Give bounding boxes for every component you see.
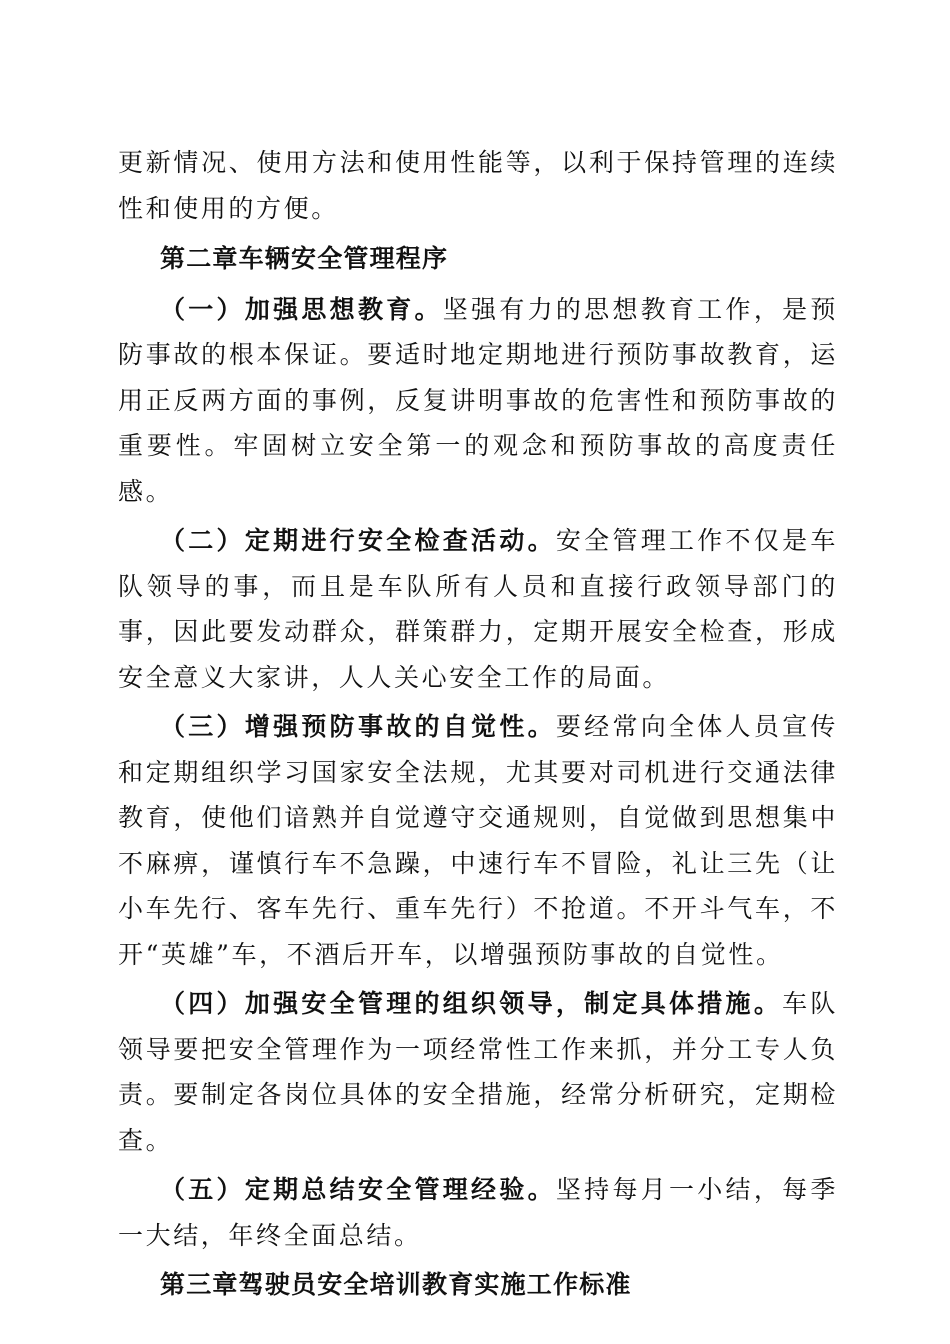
section-body-4: 车队领导要把安全管理作为一项经常性工作来抓，并分工专人负责。要制定各岗位具体的安全措施，经常分析研究，定期检查。 xyxy=(118,989,839,1155)
chapter-two-heading: 第二章车辆安全管理程序 xyxy=(160,244,449,273)
section-paragraph-4 xyxy=(118,981,838,1163)
section-lead-1: （一）加强思想教育。 xyxy=(160,294,443,324)
section-body-1: 坚强有力的思想教育工作，是预防事故的根本保证。要适时地定期地进行预防事故教育，运用正反两方面的事例，反复讲明事故的危害性和预防事故的重要性。牢固树立安全第一的观念和预防事故的高度责任感。 xyxy=(118,294,838,506)
section-body-2: 安全管理工作不仅是车队领导的事，而且是车队所有人员和直接行政领导部门的事，因此要发动群众，群策群力，定期开展安全检查，形成安全意义大家讲，人人关心安全工作的局面。 xyxy=(118,526,838,692)
section-lead-5: （五）定期总结安全管理经验。 xyxy=(160,1175,556,1204)
section-body-3: 要经常向全体人员宣传和定期组织学习国家安全法规，尤其要对司机进行交通法律教育，使他们谙熟并自觉遵守交通规则，自觉做到思想集中不麻痹，谨慎行车不急躁，中速行车不冒险，礼让三先（让小车先行、客车先行、重车先行）不抢道。不开斗气车，不开“英雄”车，不酒后开车，以增强预防事故的自觉性。 xyxy=(118,712,838,969)
document-body xyxy=(118,140,838,1308)
section-lead-3: （三）增强预防事故的自觉性。 xyxy=(160,712,556,741)
section-paragraph-1 xyxy=(118,287,838,515)
section-paragraph-2 xyxy=(118,518,838,700)
chapter-three-heading: 第三章驾驶员安全培训教育实施工作标准 xyxy=(160,1270,632,1299)
section-paragraph-3 xyxy=(118,704,838,977)
section-body-5: 坚持每月一小结，每季一大结，年终全面总结。 xyxy=(118,1175,838,1250)
section-lead-2: （二）定期进行安全检查活动。 xyxy=(160,526,556,555)
section-paragraph-5 xyxy=(118,1167,838,1258)
continuation-paragraph: 更新情况、使用方法和使用性能等，以利于保持管理的连续性和使用的方便。 xyxy=(118,148,838,223)
section-lead-4: （四）加强安全管理的组织领导，制定具体措施。 xyxy=(160,989,783,1018)
